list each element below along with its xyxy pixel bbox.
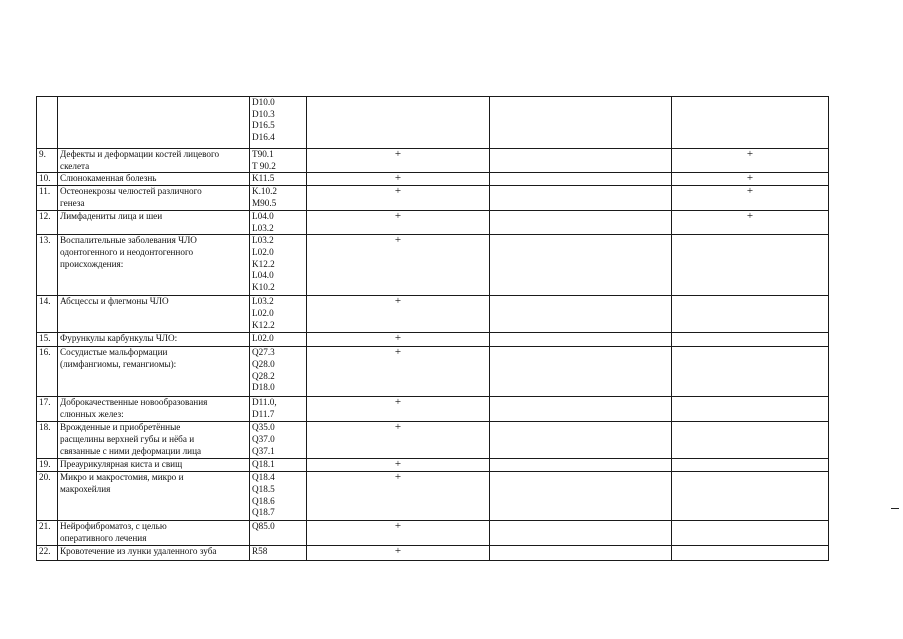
diagnosis-name: [58, 521, 250, 546]
mark-col6: [672, 296, 829, 333]
mark-col6: [672, 472, 829, 521]
icd-code: M90.5: [252, 197, 277, 208]
icd-codes: [250, 347, 307, 397]
mark-col4: +: [307, 459, 490, 472]
table-row: [37, 333, 829, 347]
icd-codes: [250, 397, 307, 422]
icd-code: Q37.1: [252, 445, 275, 456]
diagnosis-name-line: Микро и макростомия, микро и: [60, 472, 184, 483]
cell-col5: [490, 97, 672, 149]
diagnosis-name-line: Доброкачественные новообразования: [60, 397, 208, 408]
icd-codes: [250, 296, 307, 333]
icd-code: L03.2: [252, 235, 274, 246]
table-row: [37, 211, 829, 235]
row-number: 19.: [37, 459, 58, 472]
diagnosis-name: [58, 459, 250, 472]
icd-code: K12.2: [252, 258, 275, 269]
icd-code: K10.2: [252, 281, 275, 292]
diagnosis-table: [36, 96, 829, 561]
icd-code: D18.0: [252, 382, 275, 393]
diagnosis-name-line: Воспалительные заболевания ЧЛО: [60, 235, 197, 246]
diagnosis-name-line: Абсцессы и флегмоны ЧЛО: [60, 296, 169, 307]
icd-code: D16.4: [252, 131, 275, 142]
diagnosis-name: [58, 397, 250, 422]
diagnosis-name-line: Преаурикулярная киста и свищ: [60, 459, 183, 470]
mark-col5: [490, 149, 672, 173]
icd-code: Q37.0: [252, 433, 275, 444]
table-row: [37, 149, 829, 173]
icd-codes: [250, 472, 307, 521]
icd-code: L02.0: [252, 246, 274, 257]
icd-codes: [250, 149, 307, 173]
mark-col4: +: [307, 397, 490, 422]
diagnosis-name-line: Слюнокаменная болезнь: [60, 173, 157, 184]
diagnosis-name: [58, 333, 250, 347]
diagnosis-name-line: Остеонекрозы челюстей различного: [60, 186, 202, 197]
icd-code: L03.2: [252, 222, 274, 233]
cell-col4: [307, 97, 490, 149]
row-number: 12.: [37, 211, 58, 235]
icd-code: L02.0: [252, 333, 274, 344]
mark-col4: +: [307, 546, 490, 561]
diagnosis-name-line: (лимфангиомы, гемангиомы):: [60, 358, 177, 369]
icd-codes: [250, 333, 307, 347]
icd-codes: [250, 173, 307, 186]
row-number: 17.: [37, 397, 58, 422]
diagnosis-name-line: происхождения:: [60, 258, 124, 269]
mark-col6: [672, 235, 829, 296]
icd-codes: [250, 521, 307, 546]
icd-codes: [250, 422, 307, 459]
mark-col6: +: [672, 186, 829, 211]
mark-col6: [672, 347, 829, 397]
diagnosis-name-line: скелета: [60, 160, 90, 171]
icd-code: L03.2: [252, 296, 274, 307]
mark-col5: [490, 422, 672, 459]
icd-code: T 90.2: [252, 160, 276, 171]
row-number: 20.: [37, 472, 58, 521]
icd-code: Q28.2: [252, 370, 275, 381]
diagnosis-name: [58, 186, 250, 211]
table-row: [37, 173, 829, 186]
table-row-continuation: [37, 97, 829, 149]
margin-dash: [891, 508, 899, 509]
icd-codes: [250, 211, 307, 235]
row-number: 15.: [37, 333, 58, 347]
table-body: [37, 97, 829, 561]
icd-code: L04.0: [252, 211, 274, 222]
mark-col5: [490, 186, 672, 211]
mark-col4: +: [307, 296, 490, 333]
mark-col5: [490, 347, 672, 397]
icd-code: D10.0: [252, 97, 275, 107]
icd-code: T90.1: [252, 149, 274, 159]
diagnosis-name-line: Врожденные и приобретённые: [60, 422, 181, 433]
mark-col6: [672, 521, 829, 546]
icd-codes: [250, 459, 307, 472]
icd-code: D10.3: [252, 108, 275, 119]
icd-code: K12.2: [252, 319, 275, 330]
mark-col5: [490, 211, 672, 235]
mark-col4: +: [307, 149, 490, 173]
diagnosis-name-line: Нейрофиброматоз, с целью: [60, 521, 167, 532]
row-number: 16.: [37, 347, 58, 397]
icd-code: L04.0: [252, 270, 274, 281]
row-number: 22.: [37, 546, 58, 561]
mark-col6: +: [672, 173, 829, 186]
mark-col5: [490, 521, 672, 546]
diagnosis-name-line: Кровотечение из лунки удаленного зуба: [60, 546, 217, 557]
diagnosis-name-line: генеза: [60, 197, 85, 208]
table-row: [37, 296, 829, 333]
mark-col5: [490, 296, 672, 333]
icd-code: Q28.0: [252, 358, 275, 369]
mark-col6: +: [672, 149, 829, 173]
diagnosis-name: [58, 422, 250, 459]
mark-col6: [672, 459, 829, 472]
diagnosis-name-line: Лимфадениты лица и шеи: [60, 211, 163, 222]
cell-codes: [250, 97, 307, 149]
mark-col4: +: [307, 211, 490, 235]
diagnosis-name-line: Сосудистые мальформации: [60, 347, 168, 358]
icd-code: Q18.6: [252, 495, 275, 506]
icd-codes: [250, 546, 307, 561]
icd-code: Q27.3: [252, 347, 275, 358]
mark-col4: +: [307, 422, 490, 459]
row-number: 18.: [37, 422, 58, 459]
row-number: 9.: [37, 149, 58, 173]
table-row: [37, 347, 829, 397]
icd-code: D11.0,: [252, 397, 277, 408]
table-row: [37, 521, 829, 546]
mark-col6: [672, 546, 829, 561]
table-row: [37, 459, 829, 472]
mark-col4: +: [307, 235, 490, 296]
diagnosis-name: [58, 546, 250, 561]
table-row: [37, 546, 829, 561]
mark-col5: [490, 235, 672, 296]
diagnosis-name: [58, 149, 250, 173]
diagnosis-name-line: связанные с ними деформации лица: [60, 445, 202, 456]
icd-codes: [250, 235, 307, 296]
mark-col5: [490, 173, 672, 186]
mark-col4: +: [307, 173, 490, 186]
mark-col5: [490, 397, 672, 422]
cell-name: [58, 97, 250, 149]
diagnosis-name: [58, 472, 250, 521]
icd-code: Q18.4: [252, 472, 275, 483]
mark-col5: [490, 333, 672, 347]
icd-code: K.10.2: [252, 186, 278, 197]
table-row: [37, 186, 829, 211]
icd-code: K11.5: [252, 173, 275, 184]
row-number: 11.: [37, 186, 58, 211]
icd-code: L02.0: [252, 307, 274, 318]
diagnosis-name: [58, 347, 250, 397]
icd-code: Q18.5: [252, 483, 275, 494]
diagnosis-name-line: одонтогенного и неодонтогенного: [60, 246, 194, 257]
diagnosis-name: [58, 296, 250, 333]
mark-col4: +: [307, 521, 490, 546]
icd-code: Q18.1: [252, 459, 275, 470]
diagnosis-name-line: расщелины верхней губы и нёба и: [60, 433, 195, 444]
diagnosis-name-line: макрохейлия: [60, 483, 111, 494]
icd-code: R58: [252, 546, 268, 557]
icd-code: D16.5: [252, 120, 275, 131]
icd-codes: [250, 186, 307, 211]
mark-col5: [490, 472, 672, 521]
mark-col4: +: [307, 333, 490, 347]
diagnosis-name-line: оперативного лечения: [60, 532, 147, 543]
row-number: 21.: [37, 521, 58, 546]
icd-code: Q18.7: [252, 507, 275, 518]
icd-code: Q85.0: [252, 521, 275, 532]
mark-col5: [490, 546, 672, 561]
table-row: [37, 472, 829, 521]
cell-col6: [672, 97, 829, 149]
diagnosis-name-line: Дефекты и деформации костей лицевого: [60, 149, 220, 159]
table-row: [37, 397, 829, 422]
icd-code: D11.7: [252, 408, 275, 419]
mark-col5: [490, 459, 672, 472]
diagnosis-name-line: Фурункулы карбункулы ЧЛО:: [60, 333, 178, 344]
table-row: [37, 235, 829, 296]
diagnosis-name-line: слюнных желез:: [60, 408, 124, 419]
mark-col4: +: [307, 472, 490, 521]
table-row: [37, 422, 829, 459]
mark-col6: [672, 397, 829, 422]
cell-num: [37, 97, 58, 149]
row-number: 13.: [37, 235, 58, 296]
mark-col4: +: [307, 186, 490, 211]
diagnosis-name: [58, 173, 250, 186]
icd-code: Q35.0: [252, 422, 275, 433]
mark-col6: [672, 333, 829, 347]
mark-col4: +: [307, 347, 490, 397]
diagnosis-name: [58, 235, 250, 296]
diagnosis-name: [58, 211, 250, 235]
mark-col6: +: [672, 211, 829, 235]
mark-col6: [672, 422, 829, 459]
row-number: 14.: [37, 296, 58, 333]
row-number: 10.: [37, 173, 58, 186]
